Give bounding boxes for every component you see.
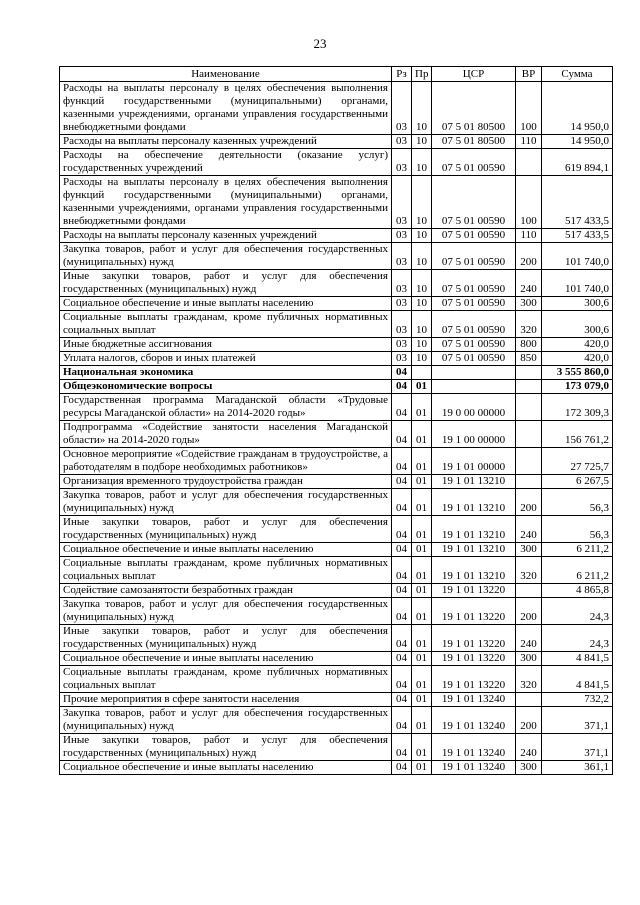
row-pr: 01 xyxy=(412,693,432,707)
row-vr xyxy=(516,380,542,394)
row-pr: 10 xyxy=(412,135,432,149)
row-pr xyxy=(412,366,432,380)
table-row xyxy=(60,584,613,598)
row-sum: 3 555 860,0 xyxy=(542,366,613,380)
row-sum: 24,3 xyxy=(542,598,613,625)
row-rz: 04 xyxy=(392,557,412,584)
row-rz: 03 xyxy=(392,352,412,366)
row-sum: 172 309,3 xyxy=(542,394,613,421)
row-pr: 01 xyxy=(412,394,432,421)
row-vr xyxy=(516,149,542,176)
row-name: Социальные выплаты гражданам, кроме публичных нормативных социальных выплат xyxy=(60,557,392,584)
row-rz: 04 xyxy=(392,489,412,516)
table-row xyxy=(60,176,613,229)
row-pr: 10 xyxy=(412,270,432,297)
row-sum: 173 079,0 xyxy=(542,380,613,394)
row-pr: 01 xyxy=(412,557,432,584)
row-vr: 240 xyxy=(516,516,542,543)
row-name: Прочие мероприятия в сфере занятости населения xyxy=(60,693,392,707)
row-csr: 07 5 01 00590 xyxy=(432,243,516,270)
row-rz: 04 xyxy=(392,761,412,775)
row-pr: 10 xyxy=(412,352,432,366)
row-vr xyxy=(516,693,542,707)
row-csr: 07 5 01 00590 xyxy=(432,229,516,243)
table-row xyxy=(60,82,613,135)
row-sum: 619 894,1 xyxy=(542,149,613,176)
row-sum: 517 433,5 xyxy=(542,176,613,229)
row-csr: 19 1 01 13240 xyxy=(432,693,516,707)
row-vr: 200 xyxy=(516,707,542,734)
row-pr: 01 xyxy=(412,761,432,775)
row-name: Иные закупки товаров, работ и услуг для обеспечения государственных (муниципальных) нужд xyxy=(60,734,392,761)
row-pr: 01 xyxy=(412,489,432,516)
row-name: Содействие самозанятости безработных граждан xyxy=(60,584,392,598)
table-row xyxy=(60,352,613,366)
row-pr: 01 xyxy=(412,421,432,448)
row-vr: 320 xyxy=(516,557,542,584)
header-rz: Рз xyxy=(392,67,412,82)
row-csr: 07 5 01 00590 xyxy=(432,338,516,352)
row-csr: 19 1 01 13220 xyxy=(432,652,516,666)
row-sum: 420,0 xyxy=(542,352,613,366)
row-name: Расходы на выплаты персоналу казенных учреждений xyxy=(60,229,392,243)
row-sum: 56,3 xyxy=(542,516,613,543)
row-rz: 03 xyxy=(392,149,412,176)
row-csr xyxy=(432,366,516,380)
row-rz: 04 xyxy=(392,421,412,448)
table-row xyxy=(60,734,613,761)
row-rz: 03 xyxy=(392,338,412,352)
row-csr: 07 5 01 00590 xyxy=(432,311,516,338)
row-sum: 101 740,0 xyxy=(542,270,613,297)
row-csr: 19 1 01 13240 xyxy=(432,761,516,775)
row-sum: 6 211,2 xyxy=(542,557,613,584)
row-csr: 19 1 01 00000 xyxy=(432,448,516,475)
row-csr: 07 5 01 00590 xyxy=(432,176,516,229)
row-sum: 371,1 xyxy=(542,707,613,734)
row-csr: 07 5 01 00590 xyxy=(432,270,516,297)
row-name: Закупка товаров, работ и услуг для обеспечения государственных (муниципальных) нужд xyxy=(60,598,392,625)
header-sum: Сумма xyxy=(542,67,613,82)
table-row xyxy=(60,270,613,297)
row-pr: 10 xyxy=(412,149,432,176)
row-csr: 19 1 01 13240 xyxy=(432,707,516,734)
row-vr: 200 xyxy=(516,243,542,270)
row-name: Государственная программа Магаданской области «Трудовые ресурсы Магаданской области» на 2014-2020 годы» xyxy=(60,394,392,421)
row-pr: 10 xyxy=(412,243,432,270)
row-name: Расходы на выплаты персоналу казенных учреждений xyxy=(60,135,392,149)
row-pr: 01 xyxy=(412,543,432,557)
row-rz: 04 xyxy=(392,652,412,666)
header-name: Наименование xyxy=(60,67,392,82)
row-rz: 03 xyxy=(392,176,412,229)
row-name: Подпрограмма «Содействие занятости населения Магаданской области» на 2014-2020 годы» xyxy=(60,421,392,448)
row-sum: 732,2 xyxy=(542,693,613,707)
row-pr: 01 xyxy=(412,734,432,761)
table-row xyxy=(60,229,613,243)
row-rz: 04 xyxy=(392,625,412,652)
row-rz: 03 xyxy=(392,270,412,297)
row-rz: 04 xyxy=(392,734,412,761)
table-row xyxy=(60,666,613,693)
table-row xyxy=(60,149,613,176)
row-name: Закупка товаров, работ и услуг для обеспечения государственных (муниципальных) нужд xyxy=(60,489,392,516)
row-sum: 6 211,2 xyxy=(542,543,613,557)
row-rz: 04 xyxy=(392,543,412,557)
row-csr: 19 1 01 13210 xyxy=(432,557,516,584)
row-sum: 101 740,0 xyxy=(542,243,613,270)
row-rz: 03 xyxy=(392,297,412,311)
table-row xyxy=(60,707,613,734)
row-sum: 300,6 xyxy=(542,311,613,338)
row-pr: 10 xyxy=(412,82,432,135)
row-rz: 03 xyxy=(392,135,412,149)
row-pr: 10 xyxy=(412,338,432,352)
row-csr: 19 1 01 13210 xyxy=(432,543,516,557)
row-vr xyxy=(516,584,542,598)
row-vr xyxy=(516,421,542,448)
table-row xyxy=(60,625,613,652)
row-sum: 24,3 xyxy=(542,625,613,652)
table-row xyxy=(60,475,613,489)
row-vr: 800 xyxy=(516,338,542,352)
header-csr: ЦСР xyxy=(432,67,516,82)
table-row xyxy=(60,761,613,775)
row-name: Социальное обеспечение и иные выплаты населению xyxy=(60,761,392,775)
row-vr: 300 xyxy=(516,297,542,311)
table-row xyxy=(60,693,613,707)
row-name: Иные закупки товаров, работ и услуг для обеспечения государственных (муниципальных) нужд xyxy=(60,270,392,297)
row-rz: 03 xyxy=(392,311,412,338)
row-vr: 850 xyxy=(516,352,542,366)
row-vr xyxy=(516,448,542,475)
row-name: Иные закупки товаров, работ и услуг для обеспечения государственных (муниципальных) нужд xyxy=(60,516,392,543)
table-row xyxy=(60,557,613,584)
row-pr: 10 xyxy=(412,229,432,243)
row-pr: 01 xyxy=(412,380,432,394)
row-name: Социальные выплаты гражданам, кроме публичных нормативных социальных выплат xyxy=(60,666,392,693)
row-pr: 01 xyxy=(412,516,432,543)
table-row xyxy=(60,338,613,352)
row-csr: 07 5 01 00590 xyxy=(432,297,516,311)
row-csr: 07 5 01 00590 xyxy=(432,149,516,176)
row-vr: 300 xyxy=(516,761,542,775)
row-name: Основное мероприятие «Содействие гражданам в трудоустройстве, а работодателям в подборе необходимых работников» xyxy=(60,448,392,475)
row-vr: 320 xyxy=(516,666,542,693)
row-vr: 110 xyxy=(516,135,542,149)
row-sum: 27 725,7 xyxy=(542,448,613,475)
row-csr: 07 5 01 00590 xyxy=(432,352,516,366)
table-row xyxy=(60,366,613,380)
row-pr: 01 xyxy=(412,598,432,625)
table-row xyxy=(60,516,613,543)
table-header-row xyxy=(60,67,613,82)
row-rz: 04 xyxy=(392,584,412,598)
row-name: Расходы на выплаты персоналу в целях обеспечения выполнения функций государственными (муниципальными) органами, казенными учреждениями, органами управления государственными внебюджетными фондами xyxy=(60,82,392,135)
row-name: Социальное обеспечение и иные выплаты населению xyxy=(60,297,392,311)
page-number: 23 xyxy=(313,36,327,51)
row-name: Иные закупки товаров, работ и услуг для обеспечения государственных (муниципальных) нужд xyxy=(60,625,392,652)
row-sum: 4 841,5 xyxy=(542,652,613,666)
row-rz: 04 xyxy=(392,448,412,475)
table-row xyxy=(60,311,613,338)
row-sum: 56,3 xyxy=(542,489,613,516)
table-row xyxy=(60,598,613,625)
table-row xyxy=(60,243,613,270)
row-vr: 300 xyxy=(516,543,542,557)
table-row xyxy=(60,297,613,311)
row-name: Социальное обеспечение и иные выплаты населению xyxy=(60,543,392,557)
row-pr: 10 xyxy=(412,297,432,311)
row-pr: 10 xyxy=(412,176,432,229)
row-csr: 19 1 01 13240 xyxy=(432,734,516,761)
row-name: Закупка товаров, работ и услуг для обеспечения государственных (муниципальных) нужд xyxy=(60,243,392,270)
row-name: Национальная экономика xyxy=(60,366,392,380)
row-sum: 517 433,5 xyxy=(542,229,613,243)
table-row xyxy=(60,543,613,557)
row-rz: 03 xyxy=(392,243,412,270)
row-pr: 01 xyxy=(412,707,432,734)
row-name: Общеэкономические вопросы xyxy=(60,380,392,394)
row-csr: 19 0 00 00000 xyxy=(432,394,516,421)
row-sum: 371,1 xyxy=(542,734,613,761)
row-csr: 07 5 01 80500 xyxy=(432,82,516,135)
row-pr: 01 xyxy=(412,448,432,475)
row-pr: 10 xyxy=(412,311,432,338)
row-vr: 240 xyxy=(516,270,542,297)
row-vr xyxy=(516,475,542,489)
row-sum: 156 761,2 xyxy=(542,421,613,448)
table-row xyxy=(60,380,613,394)
row-vr xyxy=(516,394,542,421)
row-sum: 6 267,5 xyxy=(542,475,613,489)
row-rz: 03 xyxy=(392,82,412,135)
row-rz: 04 xyxy=(392,666,412,693)
row-pr: 01 xyxy=(412,652,432,666)
row-vr: 200 xyxy=(516,489,542,516)
row-pr: 01 xyxy=(412,584,432,598)
row-vr: 300 xyxy=(516,652,542,666)
row-csr: 19 1 01 13210 xyxy=(432,489,516,516)
row-vr: 100 xyxy=(516,82,542,135)
row-vr xyxy=(516,366,542,380)
row-rz: 04 xyxy=(392,380,412,394)
header-pr: Пр xyxy=(412,67,432,82)
row-csr: 19 1 01 13210 xyxy=(432,516,516,543)
row-vr: 110 xyxy=(516,229,542,243)
row-sum: 14 950,0 xyxy=(542,82,613,135)
row-name: Расходы на обеспечение деятельности (оказание услуг) государственных учреждений xyxy=(60,149,392,176)
row-sum: 361,1 xyxy=(542,761,613,775)
row-csr: 19 1 01 13220 xyxy=(432,666,516,693)
table-row xyxy=(60,421,613,448)
row-csr: 19 1 01 13220 xyxy=(432,598,516,625)
row-vr: 320 xyxy=(516,311,542,338)
row-rz: 04 xyxy=(392,366,412,380)
row-rz: 04 xyxy=(392,475,412,489)
table-row xyxy=(60,489,613,516)
row-sum: 4 865,8 xyxy=(542,584,613,598)
table-row xyxy=(60,652,613,666)
row-csr: 19 1 01 13220 xyxy=(432,625,516,652)
row-rz: 04 xyxy=(392,394,412,421)
row-rz: 04 xyxy=(392,598,412,625)
table-row xyxy=(60,448,613,475)
row-rz: 03 xyxy=(392,229,412,243)
row-rz: 04 xyxy=(392,693,412,707)
row-vr: 100 xyxy=(516,176,542,229)
row-name: Расходы на выплаты персоналу в целях обеспечения выполнения функций государственными (муниципальными) органами, казенными учреждениями, органами управления государственными внебюджетными фондами xyxy=(60,176,392,229)
row-pr: 01 xyxy=(412,475,432,489)
row-csr xyxy=(432,380,516,394)
row-rz: 04 xyxy=(392,707,412,734)
row-csr: 19 1 01 13220 xyxy=(432,584,516,598)
row-vr: 240 xyxy=(516,625,542,652)
row-rz: 04 xyxy=(392,516,412,543)
table-row xyxy=(60,394,613,421)
row-vr: 200 xyxy=(516,598,542,625)
row-name: Закупка товаров, работ и услуг для обеспечения государственных (муниципальных) нужд xyxy=(60,707,392,734)
row-name: Организация временного трудоустройства граждан xyxy=(60,475,392,489)
row-csr: 19 1 00 00000 xyxy=(432,421,516,448)
row-name: Социальные выплаты гражданам, кроме публичных нормативных социальных выплат xyxy=(60,311,392,338)
row-sum: 420,0 xyxy=(542,338,613,352)
row-sum: 4 841,5 xyxy=(542,666,613,693)
row-name: Социальное обеспечение и иные выплаты населению xyxy=(60,652,392,666)
row-vr: 240 xyxy=(516,734,542,761)
header-vr: ВР xyxy=(516,67,542,82)
row-pr: 01 xyxy=(412,666,432,693)
row-name: Иные бюджетные ассигнования xyxy=(60,338,392,352)
budget-table xyxy=(59,66,613,775)
row-sum: 300,6 xyxy=(542,297,613,311)
row-sum: 14 950,0 xyxy=(542,135,613,149)
row-csr: 07 5 01 80500 xyxy=(432,135,516,149)
row-csr: 19 1 01 13210 xyxy=(432,475,516,489)
table-row xyxy=(60,135,613,149)
row-pr: 01 xyxy=(412,625,432,652)
row-name: Уплата налогов, сборов и иных платежей xyxy=(60,352,392,366)
